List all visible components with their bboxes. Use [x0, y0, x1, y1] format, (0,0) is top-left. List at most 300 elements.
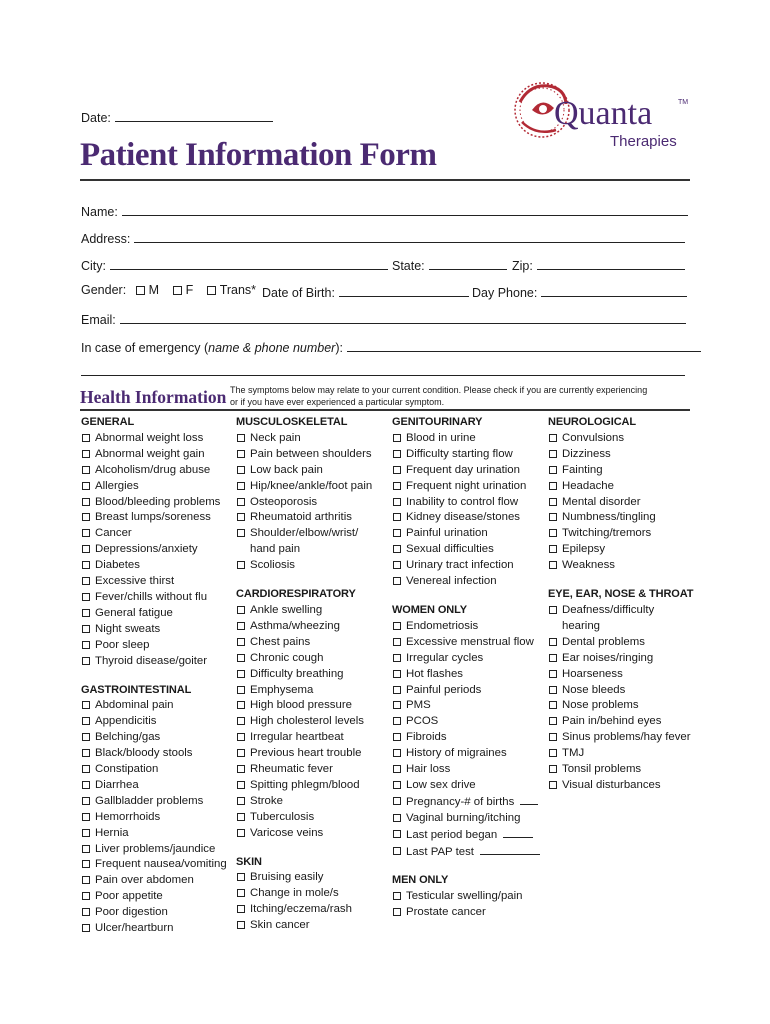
- symptom-checkbox[interactable]: [82, 876, 90, 884]
- symptom-checkbox[interactable]: [237, 466, 245, 474]
- symptom-checkbox[interactable]: [549, 529, 557, 537]
- city-label: City:: [81, 259, 106, 273]
- symptom-checkbox[interactable]: [393, 701, 401, 709]
- symptom-item[interactable]: [392, 778, 540, 794]
- symptom-checkbox[interactable]: [237, 638, 245, 646]
- symptom-item[interactable]: [236, 918, 372, 934]
- symptom-blank[interactable]: [520, 794, 538, 805]
- symptom-item[interactable]: [81, 921, 227, 937]
- symptom-item[interactable]: [81, 714, 227, 730]
- symptom-item[interactable]: [81, 730, 227, 746]
- symptom-checkbox[interactable]: [82, 482, 90, 490]
- emergency-blank-line-2[interactable]: [81, 375, 685, 376]
- symptom-item[interactable]: [548, 463, 693, 479]
- symptom-checkbox[interactable]: [237, 829, 245, 837]
- emergency-label-suffix: ):: [335, 341, 343, 355]
- symptom-label: Stroke: [250, 794, 283, 807]
- symptom-label: Mental disorder: [562, 495, 641, 508]
- symptom-item[interactable]: [392, 905, 540, 921]
- state-field[interactable]: [392, 256, 507, 273]
- symptom-checkbox[interactable]: [237, 717, 245, 725]
- symptom-item[interactable]: [236, 730, 372, 746]
- symptom-item[interactable]: [392, 479, 540, 495]
- symptom-item[interactable]: [392, 889, 540, 905]
- dob-blank[interactable]: [339, 283, 469, 297]
- city-blank[interactable]: [110, 256, 388, 270]
- symptom-checkbox[interactable]: [82, 733, 90, 741]
- health-note-line-1: The symptoms below may relate to your current condition. Please check if you are currently experiencing: [230, 385, 648, 395]
- symptom-label: Frequent night urination: [406, 479, 527, 492]
- symptom-item[interactable]: [81, 746, 227, 762]
- symptom-label: High cholesterol levels: [250, 715, 364, 728]
- symptom-item[interactable]: [81, 654, 227, 670]
- symptom-checkbox[interactable]: [82, 717, 90, 725]
- symptom-item[interactable]: [81, 826, 227, 842]
- symptom-label: Painful periods: [406, 683, 482, 696]
- health-info-note: [230, 384, 690, 408]
- symptom-category-title: SKIN: [236, 855, 262, 868]
- symptom-item[interactable]: [81, 590, 227, 606]
- symptom-checkbox[interactable]: [393, 529, 401, 537]
- symptom-item[interactable]: [236, 619, 372, 635]
- health-info-title: Health Information: [80, 387, 227, 407]
- symptom-label: Skin cancer: [250, 919, 310, 932]
- symptom-checkbox[interactable]: [393, 781, 401, 789]
- symptom-checkbox[interactable]: [549, 686, 557, 694]
- symptom-item[interactable]: [548, 603, 693, 619]
- symptom-checkbox[interactable]: [393, 466, 401, 474]
- symptom-checkbox[interactable]: [393, 814, 401, 822]
- symptom-checkbox[interactable]: [549, 513, 557, 521]
- symptom-item[interactable]: [392, 698, 540, 714]
- symptom-item[interactable]: [548, 542, 693, 558]
- symptom-item[interactable]: [81, 447, 227, 463]
- symptom-item[interactable]: [81, 638, 227, 654]
- symptom-label: Asthma/wheezing: [250, 619, 340, 632]
- symptom-label: Alcoholism/drug abuse: [95, 463, 211, 476]
- symptom-checkbox[interactable]: [393, 498, 401, 506]
- symptom-item[interactable]: [392, 811, 540, 827]
- symptom-checkbox[interactable]: [237, 498, 245, 506]
- symptom-item[interactable]: [548, 447, 693, 463]
- symptom-label: Visual disturbances: [562, 778, 661, 791]
- symptom-item[interactable]: [392, 714, 540, 730]
- symptom-item[interactable]: [81, 558, 227, 574]
- symptom-item[interactable]: [392, 762, 540, 778]
- symptom-checkbox[interactable]: [549, 498, 557, 506]
- dob-label: Date of Birth:: [262, 286, 335, 300]
- symptom-item[interactable]: [81, 842, 227, 858]
- symptom-label: Sexual difficulties: [406, 543, 494, 556]
- group-spacer: [236, 842, 372, 855]
- symptom-checkbox[interactable]: [82, 545, 90, 553]
- symptom-item[interactable]: [392, 431, 540, 447]
- symptom-item[interactable]: [81, 762, 227, 778]
- gender-field: [81, 283, 256, 297]
- zip-blank[interactable]: [537, 256, 685, 270]
- symptom-item[interactable]: [236, 635, 372, 651]
- symptom-checkbox[interactable]: [82, 829, 90, 837]
- symptom-label: Hair loss: [406, 763, 451, 776]
- symptom-item[interactable]: [81, 431, 227, 447]
- zip-field[interactable]: [512, 256, 685, 273]
- day-phone-field[interactable]: [472, 283, 687, 300]
- symptom-category-title: GASTROINTESTINAL: [81, 683, 192, 696]
- symptom-checkbox[interactable]: [82, 498, 90, 506]
- symptom-checkbox[interactable]: [549, 450, 557, 458]
- symptom-item[interactable]: [81, 479, 227, 495]
- symptom-checkbox[interactable]: [237, 670, 245, 678]
- symptom-checkbox[interactable]: [549, 466, 557, 474]
- gender-m-label: M: [148, 283, 160, 297]
- symptom-checkbox[interactable]: [549, 781, 557, 789]
- symptom-checkbox[interactable]: [237, 701, 245, 709]
- symptom-label: General fatigue: [95, 606, 173, 619]
- symptom-item[interactable]: [392, 635, 540, 651]
- city-field[interactable]: [81, 256, 388, 273]
- symptom-item[interactable]: [81, 495, 227, 511]
- symptom-item[interactable]: [392, 827, 540, 844]
- symptom-item[interactable]: [548, 526, 693, 542]
- symptom-item[interactable]: [81, 606, 227, 622]
- symptom-item[interactable]: [236, 463, 372, 479]
- symptom-category-title: WOMEN ONLY: [392, 603, 467, 616]
- symptom-checkbox[interactable]: [393, 638, 401, 646]
- symptom-item[interactable]: [236, 495, 372, 511]
- symptom-label: Abnormal weight loss: [95, 431, 204, 444]
- symptom-checkbox[interactable]: [549, 733, 557, 741]
- symptom-item[interactable]: [81, 542, 227, 558]
- symptom-label: PMS: [406, 699, 431, 712]
- symptom-item[interactable]: [81, 889, 227, 905]
- symptom-checkbox[interactable]: [82, 641, 90, 649]
- symptom-checkbox[interactable]: [549, 545, 557, 553]
- symptom-label: Previous heart trouble: [250, 747, 362, 760]
- symptom-item[interactable]: [392, 619, 540, 635]
- symptom-checkbox[interactable]: [82, 845, 90, 853]
- symptom-checkbox[interactable]: [393, 686, 401, 694]
- symptom-label: Breast lumps/soreness: [95, 511, 211, 524]
- symptom-label: Pain in/behind eyes: [562, 715, 662, 728]
- symptom-checkbox[interactable]: [82, 450, 90, 458]
- date-field[interactable]: [81, 108, 273, 125]
- symptom-label: Poor sleep: [95, 638, 150, 651]
- emergency-blank[interactable]: [347, 338, 701, 352]
- symptom-checkbox[interactable]: [82, 892, 90, 900]
- symptom-label: Blood/bleeding problems: [95, 495, 221, 508]
- symptom-checkbox[interactable]: [237, 513, 245, 521]
- symptom-label: Change in mole/s: [250, 887, 339, 900]
- symptom-item[interactable]: [236, 870, 372, 886]
- name-blank[interactable]: [122, 202, 688, 216]
- symptom-item[interactable]: [548, 651, 693, 667]
- symptom-checkbox[interactable]: [82, 561, 90, 569]
- symptom-checkbox[interactable]: [393, 892, 401, 900]
- symptom-item[interactable]: [236, 447, 372, 463]
- symptom-item[interactable]: [236, 826, 372, 842]
- gender-f-checkbox[interactable]: [173, 286, 182, 295]
- symptom-item[interactable]: [236, 762, 372, 778]
- symptom-item[interactable]: [392, 730, 540, 746]
- symptom-blank[interactable]: [503, 827, 533, 838]
- symptom-checkbox[interactable]: [393, 622, 401, 630]
- symptom-item[interactable]: [236, 651, 372, 667]
- state-blank[interactable]: [429, 256, 507, 270]
- symptom-item[interactable]: [236, 526, 372, 542]
- symptom-checkbox[interactable]: [549, 654, 557, 662]
- symptom-item[interactable]: [81, 857, 227, 873]
- symptom-item[interactable]: [236, 479, 372, 495]
- symptom-checkbox[interactable]: [393, 545, 401, 553]
- symptom-item[interactable]: [548, 479, 693, 495]
- gender-m-checkbox[interactable]: [136, 286, 145, 295]
- symptom-checkbox[interactable]: [237, 733, 245, 741]
- symptom-checkbox[interactable]: [82, 813, 90, 821]
- symptom-label: Fibroids: [406, 731, 447, 744]
- symptom-checkbox[interactable]: [237, 529, 245, 537]
- symptom-blank[interactable]: [480, 844, 540, 855]
- symptom-item[interactable]: [392, 683, 540, 699]
- day-phone-blank[interactable]: [541, 283, 687, 297]
- gender-trans-checkbox[interactable]: [207, 286, 216, 295]
- symptom-checkbox[interactable]: [237, 921, 245, 929]
- symptom-checkbox[interactable]: [393, 908, 401, 916]
- symptom-checkbox[interactable]: [237, 434, 245, 442]
- symptom-checkbox[interactable]: [237, 561, 245, 569]
- logo-trademark: TM: [678, 99, 689, 106]
- symptom-item[interactable]: [392, 574, 540, 590]
- symptom-item[interactable]: [81, 574, 227, 590]
- symptom-item[interactable]: [236, 698, 372, 714]
- symptom-checkbox[interactable]: [82, 466, 90, 474]
- day-phone-label: Day Phone:: [472, 286, 538, 300]
- symptom-checkbox[interactable]: [393, 765, 401, 773]
- symptom-item[interactable]: [236, 667, 372, 683]
- symptom-item[interactable]: [392, 844, 540, 861]
- symptom-checkbox[interactable]: [237, 686, 245, 694]
- symptom-checkbox[interactable]: [549, 717, 557, 725]
- symptom-checkbox[interactable]: [237, 749, 245, 757]
- symptom-checkbox[interactable]: [549, 765, 557, 773]
- symptom-label: Weakness: [562, 559, 615, 572]
- symptom-label: Bruising easily: [250, 871, 324, 884]
- symptom-label: Appendicitis: [95, 715, 157, 728]
- symptom-checkbox[interactable]: [549, 606, 557, 614]
- symptom-label: Abnormal weight gain: [95, 447, 205, 460]
- symptom-item[interactable]: [548, 431, 693, 447]
- symptom-label: Nose bleeds: [562, 683, 626, 696]
- symptom-item[interactable]: [81, 794, 227, 810]
- symptom-item[interactable]: [236, 810, 372, 826]
- symptom-item[interactable]: [548, 778, 693, 794]
- group-spacer: [392, 860, 540, 873]
- symptom-item[interactable]: [81, 622, 227, 638]
- symptom-item[interactable]: [392, 651, 540, 667]
- symptom-checkbox[interactable]: [237, 905, 245, 913]
- symptom-checkbox[interactable]: [237, 813, 245, 821]
- symptom-checkbox[interactable]: [82, 860, 90, 868]
- symptom-item[interactable]: [236, 778, 372, 794]
- symptom-checkbox[interactable]: [393, 733, 401, 741]
- symptom-label: Hot flashes: [406, 667, 463, 680]
- symptom-checkbox[interactable]: [237, 889, 245, 897]
- symptom-item[interactable]: [548, 698, 693, 714]
- symptom-checkbox[interactable]: [549, 638, 557, 646]
- symptom-checkbox[interactable]: [237, 654, 245, 662]
- symptom-item[interactable]: [548, 746, 693, 762]
- symptom-checkbox[interactable]: [82, 609, 90, 617]
- symptom-checkbox[interactable]: [82, 797, 90, 805]
- symptom-checkbox[interactable]: [393, 577, 401, 585]
- symptom-checkbox[interactable]: [237, 606, 245, 614]
- symptom-checkbox[interactable]: [549, 561, 557, 569]
- symptom-checkbox[interactable]: [82, 765, 90, 773]
- symptom-checkbox[interactable]: [82, 749, 90, 757]
- symptom-checkbox[interactable]: [82, 924, 90, 932]
- symptom-label: Ankle swelling: [250, 603, 323, 616]
- symptom-checkbox[interactable]: [393, 482, 401, 490]
- symptom-checkbox[interactable]: [393, 561, 401, 569]
- symptom-label: Excessive thirst: [95, 575, 175, 588]
- symptom-label: Pain between shoulders: [250, 447, 372, 460]
- symptom-item[interactable]: [392, 667, 540, 683]
- symptom-item[interactable]: [548, 558, 693, 574]
- email-blank[interactable]: [120, 310, 686, 324]
- symptom-item[interactable]: [392, 495, 540, 511]
- symptom-label: TMJ: [562, 747, 585, 760]
- symptom-item[interactable]: [392, 542, 540, 558]
- symptom-column-1: [81, 415, 227, 937]
- group-spacer: [81, 670, 227, 683]
- symptom-checkbox[interactable]: [82, 657, 90, 665]
- title-divider: [80, 179, 690, 181]
- symptom-checkbox[interactable]: [237, 873, 245, 881]
- symptom-item[interactable]: [236, 794, 372, 810]
- symptom-item[interactable]: [236, 902, 372, 918]
- symptom-checkbox[interactable]: [393, 717, 401, 725]
- symptom-item[interactable]: [81, 526, 227, 542]
- symptom-checkbox[interactable]: [393, 450, 401, 458]
- symptom-item[interactable]: [236, 558, 372, 574]
- symptom-label: Abdominal pain: [95, 699, 174, 712]
- symptom-item[interactable]: [81, 810, 227, 826]
- emergency-field[interactable]: [81, 338, 701, 355]
- symptom-checkbox[interactable]: [393, 434, 401, 442]
- symptom-item[interactable]: [392, 463, 540, 479]
- symptom-item[interactable]: [392, 794, 540, 811]
- symptom-checkbox[interactable]: [549, 434, 557, 442]
- symptom-item[interactable]: [236, 683, 372, 699]
- symptom-item[interactable]: [548, 762, 693, 778]
- email-field[interactable]: [81, 310, 686, 327]
- symptom-label: Difficulty breathing: [250, 667, 344, 680]
- symptom-item[interactable]: [548, 510, 693, 526]
- address-field[interactable]: [81, 229, 685, 246]
- symptom-checkbox[interactable]: [393, 830, 401, 838]
- name-field[interactable]: [81, 202, 688, 219]
- address-blank[interactable]: [134, 229, 685, 243]
- symptom-checkbox[interactable]: [393, 513, 401, 521]
- symptom-item[interactable]: [236, 603, 372, 619]
- symptom-label: Gallbladder problems: [95, 794, 204, 807]
- symptom-item[interactable]: [548, 635, 693, 651]
- symptom-checkbox[interactable]: [237, 482, 245, 490]
- symptom-checkbox[interactable]: [549, 482, 557, 490]
- symptom-category-title: CARDIORESPIRATORY: [236, 588, 356, 601]
- symptom-column-3: [392, 415, 540, 921]
- symptom-item[interactable]: [236, 510, 372, 526]
- symptom-item[interactable]: [548, 730, 693, 746]
- symptom-checkbox[interactable]: [82, 593, 90, 601]
- symptom-checkbox[interactable]: [549, 670, 557, 678]
- symptom-label: Irregular heartbeat: [250, 731, 344, 744]
- symptom-checkbox[interactable]: [393, 749, 401, 757]
- symptom-item[interactable]: [548, 714, 693, 730]
- symptom-checkbox[interactable]: [237, 622, 245, 630]
- symptom-checkbox[interactable]: [82, 908, 90, 916]
- symptom-item[interactable]: [548, 683, 693, 699]
- symptom-item[interactable]: [548, 495, 693, 511]
- symptom-item[interactable]: [392, 746, 540, 762]
- symptom-item[interactable]: [81, 905, 227, 921]
- symptom-item[interactable]: [81, 873, 227, 889]
- symptom-item[interactable]: [392, 510, 540, 526]
- dob-field[interactable]: [262, 283, 469, 300]
- symptom-label: Last period began: [406, 828, 498, 841]
- symptom-item[interactable]: [548, 667, 693, 683]
- symptom-label: Pregnancy-# of births: [406, 795, 515, 808]
- symptom-checkbox[interactable]: [82, 577, 90, 585]
- symptom-item[interactable]: [392, 526, 540, 542]
- symptom-checkbox[interactable]: [82, 781, 90, 789]
- symptom-checkbox[interactable]: [549, 749, 557, 757]
- symptom-item[interactable]: [81, 778, 227, 794]
- symptom-label: High blood pressure: [250, 699, 352, 712]
- symptom-checkbox[interactable]: [82, 513, 90, 521]
- symptom-item[interactable]: [236, 714, 372, 730]
- symptom-item[interactable]: [392, 447, 540, 463]
- symptom-label: Difficulty starting flow: [406, 447, 513, 460]
- symptom-checkbox[interactable]: [82, 434, 90, 442]
- email-label: Email:: [81, 313, 116, 327]
- symptom-item[interactable]: [392, 558, 540, 574]
- symptom-checkbox[interactable]: [237, 781, 245, 789]
- symptom-item[interactable]: [81, 463, 227, 479]
- symptom-item[interactable]: [81, 510, 227, 526]
- symptom-item[interactable]: [236, 746, 372, 762]
- symptom-label: PCOS: [406, 715, 439, 728]
- symptom-checkbox[interactable]: [237, 765, 245, 773]
- symptom-item[interactable]: [236, 431, 372, 447]
- symptom-item[interactable]: [81, 698, 227, 714]
- symptom-label: Low back pain: [250, 463, 323, 476]
- symptom-checkbox[interactable]: [82, 701, 90, 709]
- symptom-label: Rheumatic fever: [250, 763, 333, 776]
- symptom-checkbox[interactable]: [393, 797, 401, 805]
- symptom-checkbox[interactable]: [237, 797, 245, 805]
- symptom-checkbox[interactable]: [549, 701, 557, 709]
- date-blank[interactable]: [115, 108, 273, 122]
- symptom-checkbox[interactable]: [82, 625, 90, 633]
- symptom-checkbox[interactable]: [393, 670, 401, 678]
- symptom-checkbox[interactable]: [82, 529, 90, 537]
- symptom-item[interactable]: [236, 886, 372, 902]
- symptom-checkbox[interactable]: [393, 847, 401, 855]
- symptom-checkbox[interactable]: [393, 654, 401, 662]
- symptom-checkbox[interactable]: [237, 450, 245, 458]
- symptom-label: Venereal infection: [406, 575, 497, 588]
- date-label: Date:: [81, 111, 111, 125]
